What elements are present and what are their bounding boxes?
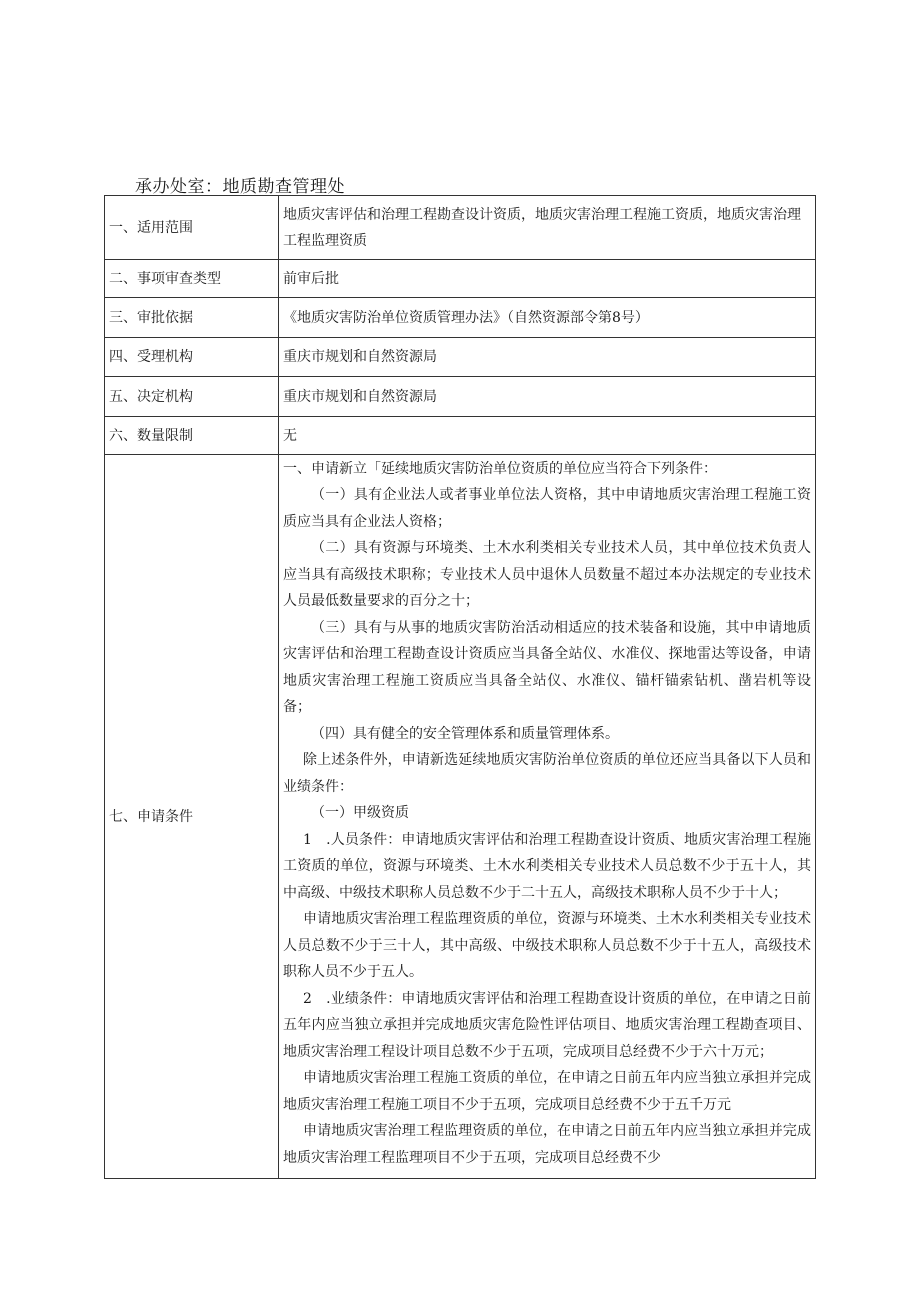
row-label-quantity-limit: 六、数量限制: [105, 417, 279, 455]
table-row: [105, 455, 816, 1179]
condition-paragraph: （三）具有与从事的地质灾害防治活动相适应的技术装备和设施，其中申请地质灾害评估和治理工程勘查设计资质应当具备全站仪、水准仪、探地雷达等设备，申请地质灾害治理工程施工资质应当具备全站仪、水准仪、锚杆锚索钻机、凿岩机等设备；: [283, 619, 811, 716]
row-label-deciding-agency: 五、决定机构: [105, 377, 279, 417]
table-row: [105, 377, 816, 417]
condition-paragraph: 申请地质灾害治理工程施工资质的单位，在申请之日前五年内应当独立承担并完成地质灾害治理工程施工项目不少于五项，完成项目总经费不少于五千万元: [283, 1070, 811, 1113]
row-value-accepting-agency: 重庆市规划和自然资源局: [279, 338, 816, 377]
row-value-basis: 《地质灾害防治单位资质管理办法》（自然资源部令第8号）: [279, 298, 816, 338]
condition-paragraph: （一）具有企业法人或者事业单位法人资格，其中申请地质灾害治理工程施工资质应当具有企业法人资格；: [283, 487, 811, 530]
info-table: [104, 195, 816, 1179]
row-label-scope: 一、适用范围: [105, 196, 279, 260]
table-row: [105, 338, 816, 377]
condition-paragraph: 申请地质灾害治理工程监理资质的单位，在申请之日前五年内应当独立承担并完成地质灾害治理工程监理项目不少于五项，完成项目总经费不少: [283, 1123, 811, 1166]
row-value-review-type: 前审后批: [279, 260, 816, 298]
condition-paragraph: （一）甲级资质: [311, 805, 409, 822]
row-value-conditions: [279, 455, 816, 1179]
row-value-quantity-limit: 无: [279, 417, 816, 455]
condition-paragraph: 1 .人员条件：申请地质灾害评估和治理工程勘查设计资质、地质灾害治理工程施工资质的单位，资源与环境类、土木水利类相关专业技术人员总数不少于五十人，其中高级、中级技术职称人员总数不少于二十五人，高级技术职称人员不少于十人；: [283, 831, 811, 901]
condition-paragraph: 除上述条件外，申请新选延续地质灾害防治单位资质的单位还应当具备以下人员和业绩条件：: [283, 752, 811, 795]
row-value-scope: 地质灾害评估和治理工程勘查设计资质，地质灾害治理工程施工资质，地质灾害治理工程监理资质: [279, 196, 816, 260]
table-row: [105, 196, 816, 260]
handling-office: 承办处室：地质勘查管理处: [135, 177, 345, 197]
condition-paragraph: （四）具有健全的安全管理体系和质量管理体系。: [311, 725, 619, 742]
row-value-deciding-agency: 重庆市规划和自然资源局: [279, 377, 816, 417]
row-label-basis: 三、审批依据: [105, 298, 279, 338]
condition-paragraph: 一、申请新立「延续地质灾害防治单位资质的单位应当符合下列条件：: [283, 460, 717, 477]
condition-paragraph: 2 .业绩条件：申请地质灾害评估和治理工程勘查设计资质的单位，在申请之日前五年内应当独立承担并完成地质灾害危险性评估项目、地质灾害治理工程勘查项目、地质灾害治理工程设计项目总数不少于五项，完成项目总经费不少于六十万元；: [283, 990, 811, 1060]
table-row: [105, 298, 816, 338]
condition-paragraph: （二）具有资源与环境类、土木水利类相关专业技术人员，其中单位技术负责人应当具有高级技术职称；专业技术人员中退休人员数量不超过本办法规定的专业技术人员最低数量要求的百分之十；: [283, 540, 811, 610]
table-row: [105, 417, 816, 455]
row-label-conditions: 七、申请条件: [105, 455, 279, 1179]
table-row: [105, 260, 816, 298]
row-label-review-type: 二、事项审查类型: [105, 260, 279, 298]
condition-paragraph: 申请地质灾害治理工程监理资质的单位，资源与环境类、土木水利类相关专业技术人员总数不少于三十人，其中高级、中级技术职称人员总数不少于十五人，高级技术职称人员不少于五人。: [283, 911, 811, 981]
row-label-accepting-agency: 四、受理机构: [105, 338, 279, 377]
